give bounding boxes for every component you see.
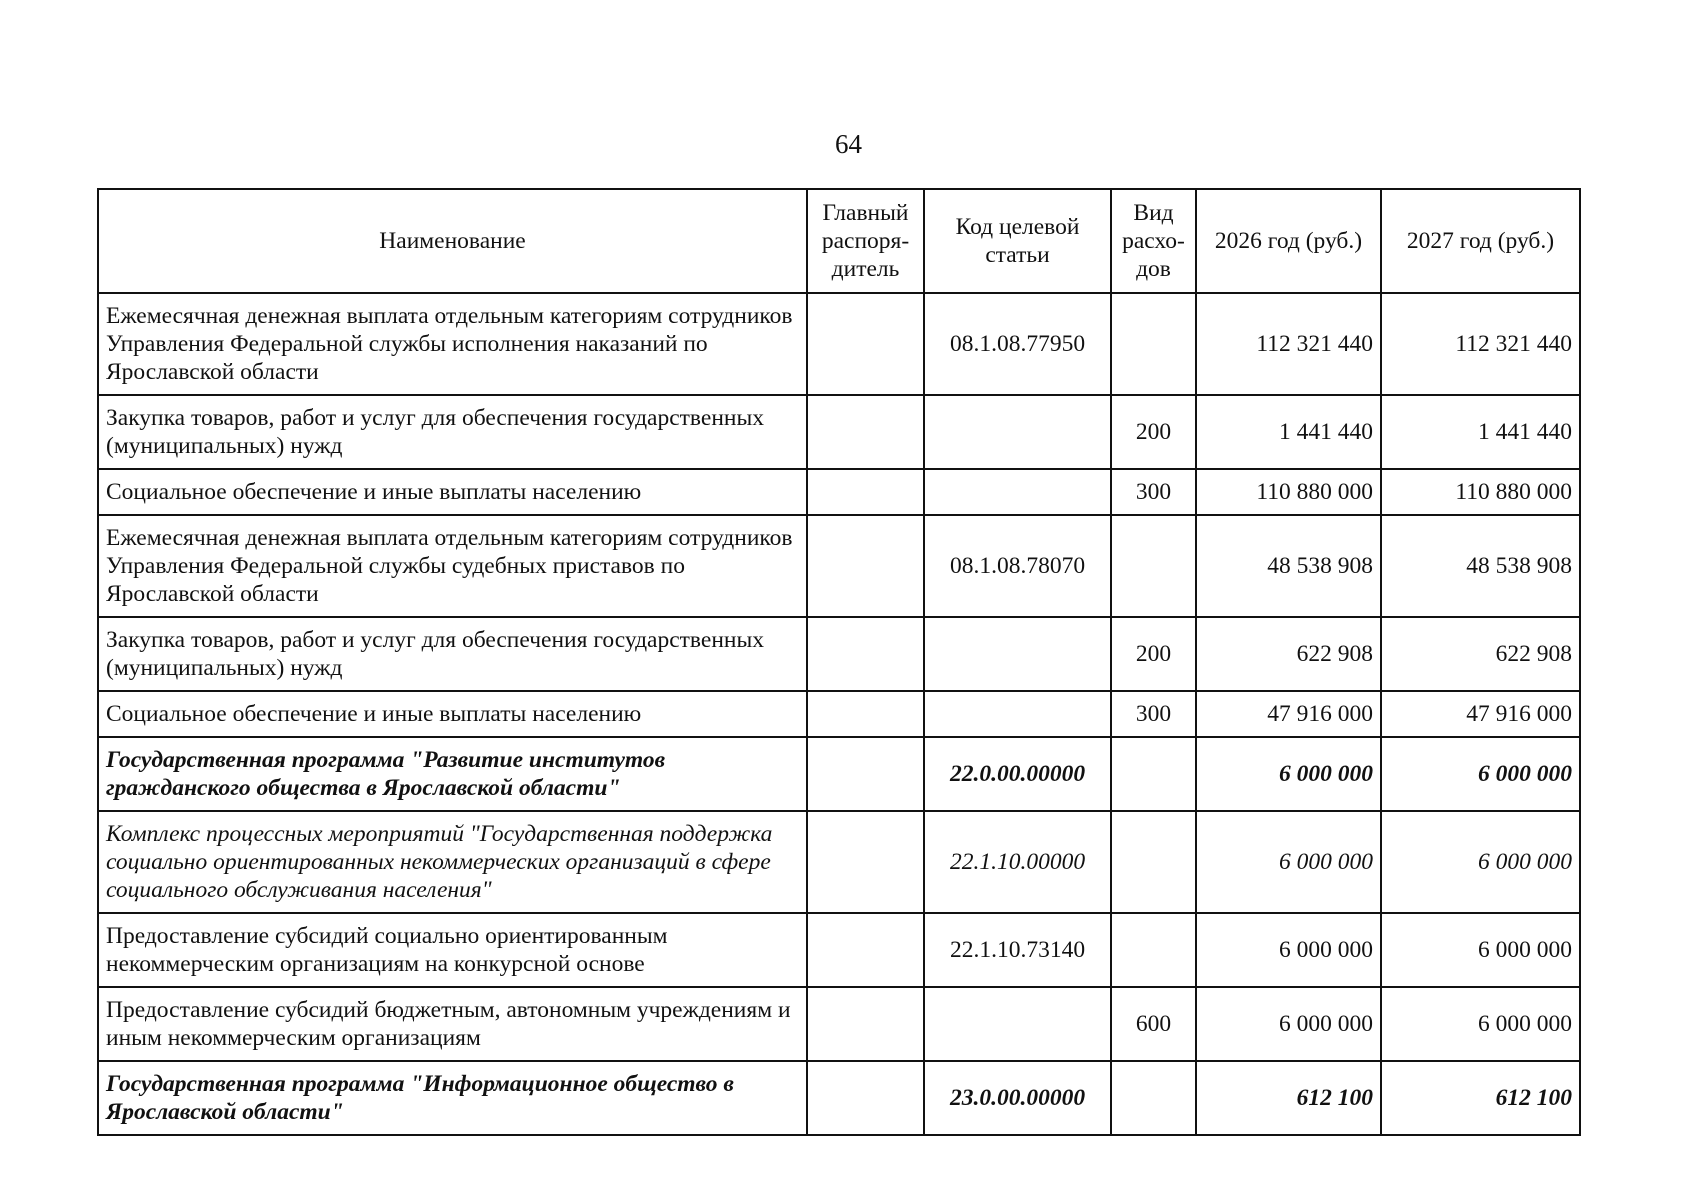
cell-2026: 6 000 000 [1196, 737, 1381, 811]
table-row-program [98, 1061, 1580, 1135]
cell-code [924, 395, 1111, 469]
cell-name: Закупка товаров, работ и услуг для обеспечения государственных (муниципальных) нужд [98, 617, 807, 691]
cell-name: Государственная программа "Развитие институтов гражданского общества в Ярославской области" [98, 737, 807, 811]
cell-code: 22.1.10.00000 [924, 811, 1111, 913]
cell-2027: 6 000 000 [1381, 987, 1580, 1061]
budget-table [97, 188, 1581, 1136]
cell-code [924, 691, 1111, 737]
table-row [98, 395, 1580, 469]
cell-name: Ежемесячная денежная выплата отдельным категориям сотрудников Управления Федеральной службы судебных приставов по Ярославской области [98, 515, 807, 617]
cell-name: Комплекс процессных мероприятий "Государственная поддержка социально ориентированных некоммерческих организаций в сфере социального обслуживания населения" [98, 811, 807, 913]
cell-2027: 6 000 000 [1381, 737, 1580, 811]
page-number: 64 [835, 129, 862, 159]
cell-code [924, 987, 1111, 1061]
cell-2026: 112 321 440 [1196, 293, 1381, 395]
cell-chief [807, 469, 924, 515]
cell-2027: 622 908 [1381, 617, 1580, 691]
cell-chief [807, 691, 924, 737]
cell-code [924, 617, 1111, 691]
header-year-2027: 2027 год (руб.) [1381, 189, 1580, 293]
cell-2026: 48 538 908 [1196, 515, 1381, 617]
cell-2027: 47 916 000 [1381, 691, 1580, 737]
cell-name: Ежемесячная денежная выплата отдельным категориям сотрудников Управления Федеральной службы исполнения наказаний по Ярославской области [98, 293, 807, 395]
cell-chief [807, 913, 924, 987]
cell-kind [1111, 515, 1196, 617]
header-name: Наименование [98, 189, 807, 293]
table-row [98, 987, 1580, 1061]
cell-2027: 110 880 000 [1381, 469, 1580, 515]
cell-2027: 112 321 440 [1381, 293, 1580, 395]
table-row [98, 691, 1580, 737]
cell-chief [807, 1061, 924, 1135]
cell-name: Государственная программа "Информационное общество в Ярославской области" [98, 1061, 807, 1135]
cell-2027: 1 441 440 [1381, 395, 1580, 469]
cell-2026: 110 880 000 [1196, 469, 1381, 515]
cell-kind [1111, 737, 1196, 811]
cell-name: Социальное обеспечение и иные выплаты населению [98, 469, 807, 515]
table-row [98, 913, 1580, 987]
cell-chief [807, 395, 924, 469]
cell-chief [807, 617, 924, 691]
cell-code: 08.1.08.78070 [924, 515, 1111, 617]
header-expense-kind: Вид расхо-дов [1111, 189, 1196, 293]
cell-2026: 6 000 000 [1196, 811, 1381, 913]
cell-name: Закупка товаров, работ и услуг для обеспечения государственных (муниципальных) нужд [98, 395, 807, 469]
cell-code: 23.0.00.00000 [924, 1061, 1111, 1135]
cell-kind [1111, 913, 1196, 987]
header-year-2026: 2026 год (руб.) [1196, 189, 1381, 293]
table-row [98, 617, 1580, 691]
cell-chief [807, 737, 924, 811]
cell-name: Социальное обеспечение и иные выплаты населению [98, 691, 807, 737]
cell-2026: 6 000 000 [1196, 987, 1381, 1061]
cell-chief [807, 987, 924, 1061]
cell-chief [807, 515, 924, 617]
cell-2026: 6 000 000 [1196, 913, 1381, 987]
table-row-program [98, 737, 1580, 811]
table-row [98, 293, 1580, 395]
cell-code: 22.1.10.73140 [924, 913, 1111, 987]
cell-code: 08.1.08.77950 [924, 293, 1111, 395]
cell-2026: 1 441 440 [1196, 395, 1381, 469]
header-target-code: Код целевой статьи [924, 189, 1111, 293]
header-chief-administrator: Главный распоря-дитель [807, 189, 924, 293]
cell-kind: 300 [1111, 691, 1196, 737]
cell-chief [807, 811, 924, 913]
cell-kind [1111, 1061, 1196, 1135]
cell-kind [1111, 293, 1196, 395]
cell-name: Предоставление субсидий социально ориентированным некоммерческим организациям на конкурсной основе [98, 913, 807, 987]
cell-kind: 300 [1111, 469, 1196, 515]
cell-2026: 622 908 [1196, 617, 1381, 691]
cell-kind [1111, 811, 1196, 913]
cell-code: 22.0.00.00000 [924, 737, 1111, 811]
table-header-row [98, 189, 1580, 293]
cell-2026: 47 916 000 [1196, 691, 1381, 737]
cell-kind: 600 [1111, 987, 1196, 1061]
cell-name: Предоставление субсидий бюджетным, автономным учреждениям и иным некоммерческим организациям [98, 987, 807, 1061]
cell-2027: 6 000 000 [1381, 811, 1580, 913]
cell-kind: 200 [1111, 395, 1196, 469]
cell-2027: 612 100 [1381, 1061, 1580, 1135]
cell-chief [807, 293, 924, 395]
cell-kind: 200 [1111, 617, 1196, 691]
table-row-complex [98, 811, 1580, 913]
cell-2027: 6 000 000 [1381, 913, 1580, 987]
cell-2027: 48 538 908 [1381, 515, 1580, 617]
cell-code [924, 469, 1111, 515]
cell-2026: 612 100 [1196, 1061, 1381, 1135]
table-row [98, 469, 1580, 515]
table-row [98, 515, 1580, 617]
